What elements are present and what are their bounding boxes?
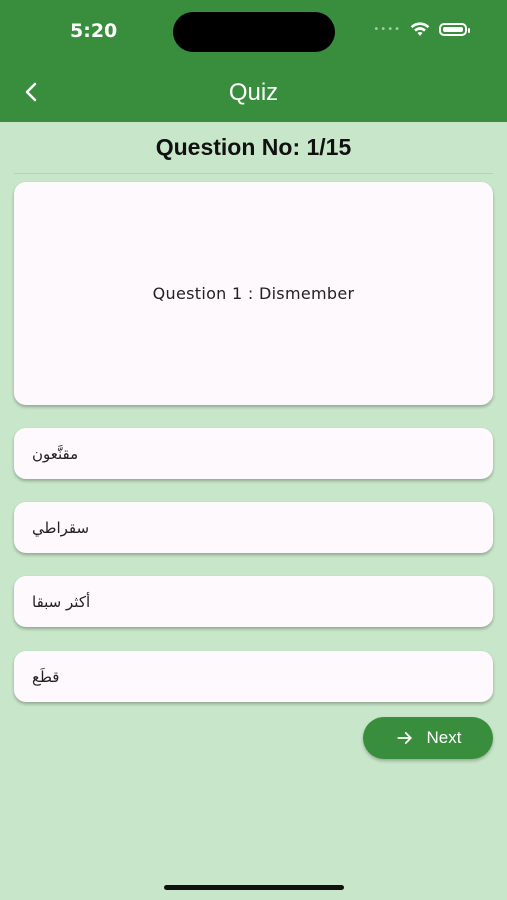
dynamic-island	[173, 12, 335, 52]
question-text: Question 1 : Dismember	[152, 284, 355, 303]
signal-dots-icon: ••••	[373, 23, 401, 35]
option-label: سقراطي	[32, 518, 90, 537]
option-label: قطَع	[32, 667, 60, 686]
status-icons	[373, 20, 467, 38]
option-button-1[interactable]	[14, 428, 493, 479]
next-button-label: Next	[426, 728, 462, 747]
next-button[interactable]	[363, 717, 493, 759]
option-button-2[interactable]	[14, 502, 493, 553]
arrow-right-icon	[395, 728, 415, 748]
question-card	[14, 182, 493, 405]
page-title: Quiz	[228, 79, 279, 106]
option-button-3[interactable]	[14, 576, 493, 627]
status-time: 5:20	[70, 20, 118, 42]
question-number: Question No: 1/15	[155, 134, 352, 160]
divider	[14, 173, 493, 174]
battery-icon	[439, 23, 467, 36]
option-label: مقنَّعون	[32, 444, 79, 463]
option-button-4[interactable]	[14, 651, 493, 702]
option-label: أكثر سبقا	[32, 592, 91, 611]
app-bar	[0, 0, 507, 122]
wifi-icon	[409, 20, 431, 38]
home-indicator[interactable]	[164, 885, 344, 890]
